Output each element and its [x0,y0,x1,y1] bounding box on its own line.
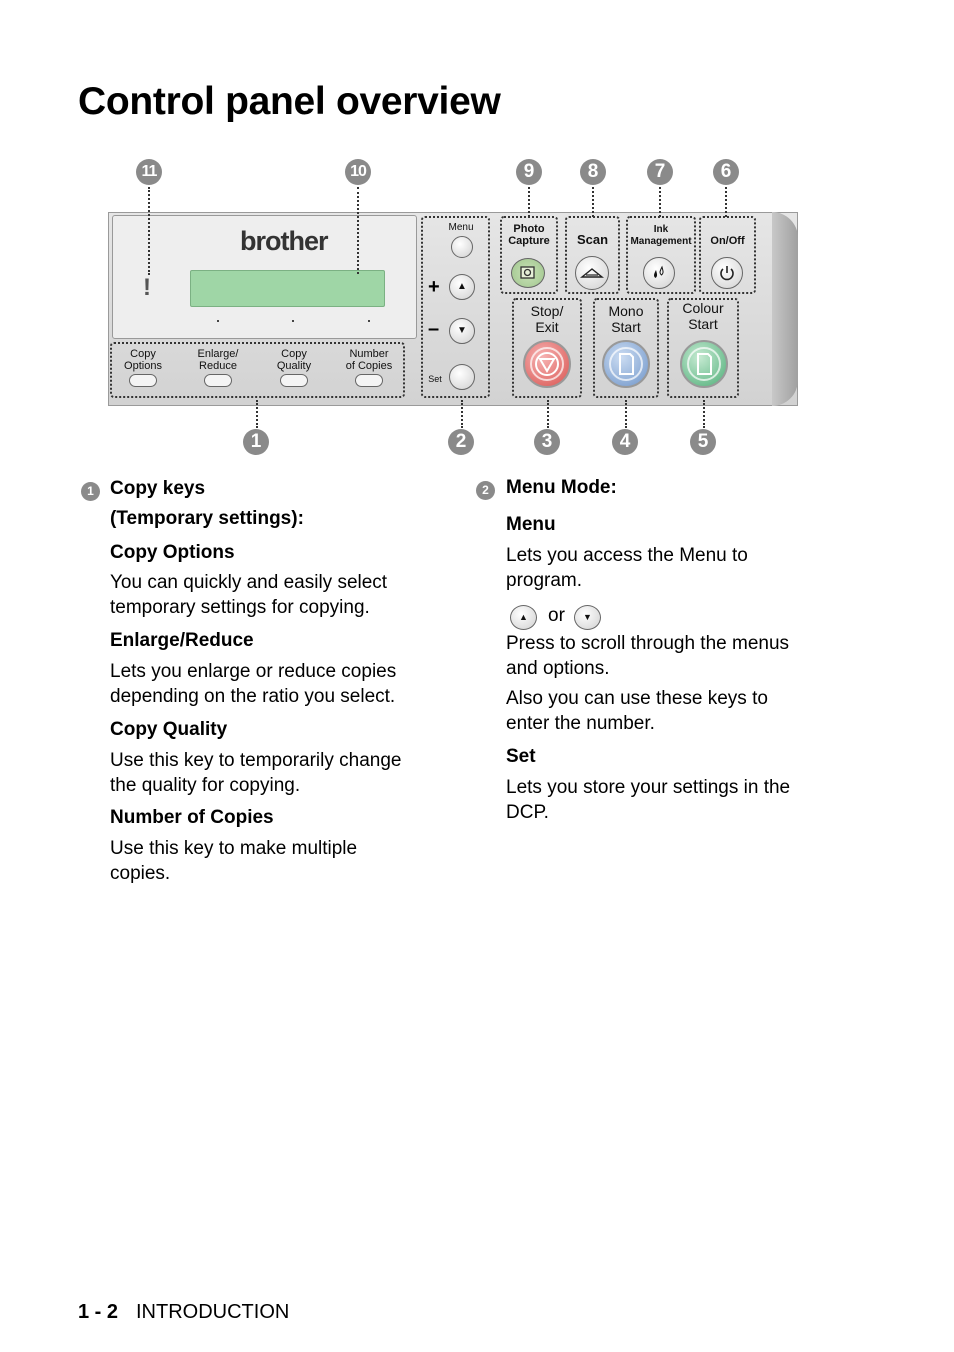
down-arrow-icon: ▼ [457,325,467,336]
ink-drop-icon [650,264,668,282]
or-text: or [548,605,565,626]
up-arrow-icon: ▲ [519,612,528,622]
leader-line [528,187,530,217]
leader-line [357,187,359,274]
stop-exit-label: Stop/ Exit [530,303,564,335]
mono-start-button[interactable] [602,340,650,388]
down-arrow-icon: ▼ [583,612,592,622]
copy-options-title: Copy Options [110,542,235,563]
inline-down-arrow-key [574,605,601,630]
set-label: Set [428,374,442,384]
minus-sign: – [428,318,440,340]
enlarge-reduce-title: Enlarge/Reduce [110,630,254,651]
colour-start-label: Colour Start [682,300,724,332]
lcd-dot [217,320,219,322]
copy-quality-text: Use this key to temporarily change the quality for copying. [110,750,402,796]
temporary-settings-heading: (Temporary settings): [110,508,304,529]
callout-2: 2 [448,429,474,455]
copy-keys-heading: Copy keys [110,478,206,499]
copy-options-label: Copy Options [124,348,162,372]
enlarge-reduce-text: Lets you enlarge or reduce copies depending on the ratio you select. [110,661,397,707]
page-title: Control panel overview [78,80,501,123]
plus-sign: + [428,276,440,298]
menu-text: Lets you access the Menu to program. [506,545,748,591]
lcd-dot [292,320,294,322]
copy-quality-label: Copy Quality [276,348,312,372]
copy-options-text: You can quickly and easily select temporary settings for copying. [110,572,388,618]
number-entry-text: Also you can use these keys to enter the number. [506,688,768,734]
copy-options-button[interactable] [129,374,157,387]
copy-quality-button[interactable] [280,374,308,387]
lcd-dot [368,320,370,322]
section-name: INTRODUCTION [136,1301,290,1323]
number-of-copies-title: Number of Copies [110,807,274,828]
warning-led-icon: ! [143,274,151,301]
copy-quality-title: Copy Quality [110,719,228,740]
page-number: 1 - 2 [78,1301,119,1323]
callout-6: 6 [713,159,739,185]
photo-capture-label: Photo Capture [508,223,550,247]
number-of-copies-label: Number of Copies [345,348,393,372]
down-arrow-button[interactable] [449,318,475,344]
menu-label: Menu [448,222,474,233]
power-icon [718,264,736,282]
leader-line [659,187,661,217]
callout-4: 4 [612,429,638,455]
leader-line [625,400,627,428]
menu-button[interactable] [451,236,473,258]
leader-line [703,400,705,428]
up-arrow-icon: ▲ [457,281,467,292]
colour-start-button[interactable] [680,340,728,388]
enlarge-reduce-button[interactable] [204,374,232,387]
callout-9: 9 [516,159,542,185]
number-of-copies-text: Use this key to make multiple copies. [110,838,358,884]
control-panel-edge [772,212,798,406]
callout-3: 3 [534,429,560,455]
scan-icon [580,265,604,281]
photo-capture-button[interactable] [511,258,545,288]
scan-label: Scan [576,232,609,247]
leader-line [725,187,727,217]
stop-icon [532,349,562,379]
mono-document-icon [611,349,641,379]
colour-document-icon [689,349,719,379]
callout-1: 1 [243,429,269,455]
leader-line [592,187,594,217]
stop-exit-button[interactable] [523,340,571,388]
mono-start-label: Mono Start [608,303,644,335]
section-bullet-1: 1 [81,482,100,501]
scan-button[interactable] [575,256,609,290]
callout-11: 11 [136,159,162,185]
leader-line [256,400,258,428]
callout-10: 10 [345,159,371,185]
lcd-screen [190,270,385,307]
leader-line [547,400,549,428]
ink-management-button[interactable] [643,257,675,289]
inline-up-arrow-key [510,605,537,630]
menu-mode-heading: Menu Mode: [506,477,617,498]
set-title: Set [506,746,536,767]
section-bullet-2: 2 [476,481,495,500]
enlarge-reduce-label: Enlarge/ Reduce [197,348,239,372]
callout-8: 8 [580,159,606,185]
on-off-label: On/Off [710,235,745,247]
set-button[interactable] [449,364,475,390]
up-arrow-button[interactable] [449,274,475,300]
brand-logo: brother [240,226,328,256]
leader-line [148,187,150,275]
ink-management-label: Ink Management [630,224,692,247]
set-text: Lets you store your settings in the DCP. [506,777,791,823]
number-of-copies-button[interactable] [355,374,383,387]
photo-capture-icon [518,264,538,282]
scroll-text: Press to scroll through the menus and options. [506,633,790,679]
on-off-button[interactable] [711,257,743,289]
callout-5: 5 [690,429,716,455]
menu-title: Menu [506,514,556,535]
callout-7: 7 [647,159,673,185]
leader-line [461,400,463,428]
